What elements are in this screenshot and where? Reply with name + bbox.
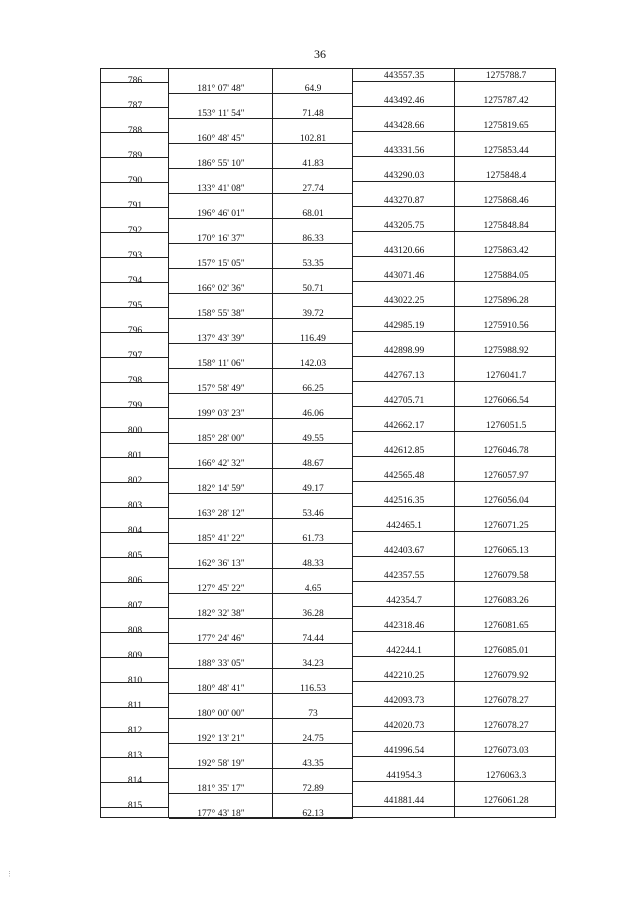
- row-rule: [101, 207, 169, 208]
- coord-y: 1275910.56: [483, 321, 529, 331]
- coord-y: 1276063.3: [485, 771, 527, 781]
- segment-length: 48.67: [302, 458, 324, 469]
- table-row: [101, 69, 555, 94]
- direction-angle: 196° 46' 01": [197, 208, 245, 219]
- point-number: 790: [127, 176, 143, 186]
- table-row: [101, 244, 555, 269]
- table-row: [101, 619, 555, 644]
- coord-x: 442705.71: [383, 396, 425, 406]
- coord-y: 1276065.13: [483, 546, 529, 556]
- coord-y: 1276061.28: [483, 796, 529, 806]
- coord-x: 442985.19: [383, 321, 425, 331]
- segment-length: 46.06: [302, 408, 324, 419]
- coord-x: 443022.25: [383, 296, 425, 306]
- table-row: [101, 644, 555, 669]
- point-number: 810: [127, 676, 143, 686]
- table-row: [101, 494, 555, 519]
- row-rule: [353, 231, 555, 232]
- point-number: 793: [127, 251, 143, 261]
- table-row: [101, 694, 555, 719]
- direction-angle: 166° 42' 32": [197, 458, 245, 469]
- direction-angle: 133° 41' 08": [197, 183, 245, 194]
- direction-angle: 181° 35' 17": [197, 783, 245, 794]
- point-line: [101, 619, 555, 636]
- row-rule: [101, 307, 169, 308]
- row-rule: [353, 531, 555, 532]
- point-number: 808: [127, 626, 143, 636]
- table-row: [101, 469, 555, 494]
- row-rule: [101, 532, 169, 533]
- point-number: 806: [127, 576, 143, 586]
- row-rule: [353, 306, 555, 307]
- table-row: [101, 369, 555, 394]
- table-row: [101, 194, 555, 219]
- table-row: [101, 419, 555, 444]
- point-line: [101, 369, 555, 386]
- segment-length: 71.48: [302, 108, 324, 119]
- point-number: 801: [127, 451, 143, 461]
- row-rule: [101, 782, 169, 783]
- direction-angle: 158° 55' 38": [197, 308, 245, 319]
- row-rule: [353, 156, 555, 157]
- coordinates-table: [100, 68, 556, 818]
- coord-y: 1276081.65: [483, 621, 529, 631]
- row-rule: [101, 732, 169, 733]
- direction-angle: 160° 48' 45": [197, 133, 245, 144]
- row-rule: [101, 382, 169, 383]
- segment-length: 72.89: [302, 783, 324, 794]
- segment-length: 50.71: [302, 283, 324, 294]
- point-number: 809: [127, 651, 143, 661]
- row-rule: [353, 781, 555, 782]
- point-line: [101, 319, 555, 336]
- coord-x: 442612.85: [383, 446, 425, 456]
- coord-x: 442210.25: [383, 671, 425, 681]
- point-line: [101, 744, 555, 761]
- coord-x: 443205.75: [383, 221, 425, 231]
- segment-length: 24.75: [302, 733, 324, 744]
- point-number: 805: [127, 551, 143, 561]
- point-number: 803: [127, 501, 143, 511]
- table-row: [101, 169, 555, 194]
- direction-angle: 162° 36' 13": [197, 558, 245, 569]
- row-rule: [101, 457, 169, 458]
- row-rule: [353, 731, 555, 732]
- coord-y: 1276078.27: [483, 696, 529, 706]
- segment-length: 61.73: [302, 533, 324, 544]
- scan-mark: ⋮: [6, 870, 13, 878]
- direction-angle: 182° 14' 59": [197, 483, 245, 494]
- row-rule: [101, 107, 169, 108]
- row-rule: [169, 818, 353, 819]
- row-rule: [101, 632, 169, 633]
- row-rule: [353, 656, 555, 657]
- row-rule: [101, 657, 169, 658]
- direction-angle: 192° 58' 19": [197, 758, 245, 769]
- coord-y: 1275819.65: [483, 121, 529, 131]
- segment-length: 41.83: [302, 158, 324, 169]
- point-line: [101, 294, 555, 311]
- point-line: [101, 119, 555, 136]
- row-rule: [101, 582, 169, 583]
- coord-x: 441996.54: [383, 746, 425, 756]
- coord-x: 442565.48: [383, 471, 425, 481]
- coord-y: 1275848.84: [483, 221, 529, 231]
- row-rule: [353, 706, 555, 707]
- point-line: [101, 794, 555, 811]
- row-rule: [353, 181, 555, 182]
- coord-x: 442244.1: [386, 646, 422, 656]
- point-number: 794: [127, 276, 143, 286]
- row-rule: [353, 81, 555, 82]
- direction-angle: 185° 41' 22": [197, 533, 245, 544]
- coord-x: 442020.73: [383, 721, 425, 731]
- row-rule: [353, 681, 555, 682]
- row-rule: [101, 507, 169, 508]
- segment-length: 48.33: [302, 558, 324, 569]
- segment-length: 39.72: [302, 308, 324, 319]
- coord-y: 1276071.25: [483, 521, 529, 531]
- table-row: [101, 719, 555, 744]
- segment-length: 49.17: [302, 483, 324, 494]
- point-line: [101, 194, 555, 211]
- row-rule: [101, 757, 169, 758]
- point-line: [101, 694, 555, 711]
- segment-length: 116.53: [300, 683, 326, 694]
- table-row: [101, 544, 555, 569]
- point-line: [101, 69, 555, 86]
- segment-length: 36.28: [302, 608, 324, 619]
- table-row: [101, 344, 555, 369]
- segment-length: 73: [308, 708, 318, 719]
- point-number: 804: [127, 526, 143, 536]
- coord-x: 441954.3: [386, 771, 422, 781]
- segment-length: 53.46: [302, 508, 324, 519]
- coord-y: 1276079.92: [483, 671, 529, 681]
- coord-y: 1276057.97: [483, 471, 529, 481]
- row-rule: [101, 432, 169, 433]
- coord-y: 1275788.7: [485, 71, 527, 81]
- point-line: [101, 344, 555, 361]
- point-line: [101, 544, 555, 561]
- point-line: [101, 469, 555, 486]
- row-rule: [353, 606, 555, 607]
- point-number: 788: [127, 126, 143, 136]
- row-rule: [353, 331, 555, 332]
- point-line: [101, 594, 555, 611]
- row-rule: [101, 182, 169, 183]
- row-rule: [353, 256, 555, 257]
- segment-length: 49.55: [302, 433, 324, 444]
- point-line: [101, 94, 555, 111]
- coord-y: 1276085.01: [483, 646, 529, 656]
- direction-angle: 153° 11' 54": [197, 108, 245, 119]
- row-rule: [353, 356, 555, 357]
- table-row: [101, 594, 555, 619]
- coord-x: 442318.46: [383, 621, 425, 631]
- coord-x: 441881.44: [383, 796, 425, 806]
- direction-angle: 177° 24' 46": [197, 633, 245, 644]
- segment-length: 116.49: [300, 333, 326, 344]
- row-rule: [101, 682, 169, 683]
- row-rule: [353, 206, 555, 207]
- segment-length: 43.35: [302, 758, 324, 769]
- segment-length: 86.33: [302, 233, 324, 244]
- point-line: [101, 644, 555, 661]
- point-number: 787: [127, 101, 143, 111]
- coord-x: 442465.1: [386, 521, 422, 531]
- point-number: 812: [127, 726, 143, 736]
- coord-y: 1276073.03: [483, 746, 529, 756]
- segment-length: 34.23: [302, 658, 324, 669]
- direction-angle: 186° 55' 10": [197, 158, 245, 169]
- table-row: [101, 669, 555, 694]
- coord-y: 1275853.44: [483, 146, 529, 156]
- coord-x: 443331.56: [383, 146, 425, 156]
- point-number: 796: [127, 326, 143, 336]
- point-line: [101, 669, 555, 686]
- coord-y: 1275868.46: [483, 196, 529, 206]
- point-line: [101, 769, 555, 786]
- table-row: [101, 519, 555, 544]
- row-rule: [101, 807, 169, 808]
- point-line: [101, 519, 555, 536]
- point-line: [101, 394, 555, 411]
- table-row: [101, 144, 555, 169]
- point-number: 789: [127, 151, 143, 161]
- row-rule: [101, 157, 169, 158]
- direction-angle: 157° 15' 05": [197, 258, 245, 269]
- point-number: 792: [127, 226, 143, 236]
- coord-y: 1276051.5: [485, 421, 527, 431]
- row-rule: [101, 707, 169, 708]
- table-row: [101, 319, 555, 344]
- segment-length: 27.74: [302, 183, 324, 194]
- direction-angle: 127° 45' 22": [197, 583, 245, 594]
- coord-y: 1275988.92: [483, 346, 529, 356]
- point-line: [101, 244, 555, 261]
- coord-x: 443290.03: [383, 171, 425, 181]
- coord-x: 442516.35: [383, 496, 425, 506]
- row-rule: [353, 406, 555, 407]
- row-rule: [101, 257, 169, 258]
- point-line: [101, 569, 555, 586]
- coord-x: 443120.66: [383, 246, 425, 256]
- segment-length: 62.13: [302, 808, 324, 819]
- table-row: [101, 269, 555, 294]
- coord-y: 1275848.4: [485, 171, 527, 181]
- coord-y: 1275896.28: [483, 296, 529, 306]
- direction-angle: 188° 33' 05": [197, 658, 245, 669]
- coord-y: 1275884.05: [483, 271, 529, 281]
- coord-x: 443071.46: [383, 271, 425, 281]
- direction-angle: 157° 58' 49": [197, 383, 245, 394]
- direction-angle: 163° 28' 12": [197, 508, 245, 519]
- row-rule: [101, 407, 169, 408]
- row-rule: [101, 232, 169, 233]
- coord-y: 1275787.42: [483, 96, 529, 106]
- coord-y: 1276083.26: [483, 596, 529, 606]
- point-number: 798: [127, 376, 143, 386]
- coord-y: 1275863.42: [483, 246, 529, 256]
- direction-angle: 181° 07' 48": [197, 83, 245, 94]
- direction-angle: 182° 32' 38": [197, 608, 245, 619]
- table-row: [101, 219, 555, 244]
- table-row: [101, 94, 555, 119]
- direction-angle: 180° 00' 00": [197, 708, 245, 719]
- point-number: 791: [127, 201, 143, 211]
- table-row: [101, 444, 555, 469]
- row-rule: [353, 556, 555, 557]
- coord-x: 442662.17: [383, 421, 425, 431]
- point-number: 786: [127, 76, 143, 86]
- segment-length: 66.25: [302, 383, 324, 394]
- row-rule: [353, 581, 555, 582]
- coord-x: 442898.99: [383, 346, 425, 356]
- direction-angle: 180° 48' 41": [197, 683, 245, 694]
- direction-angle: 177° 43' 18": [197, 808, 245, 819]
- row-rule: [101, 82, 169, 83]
- coord-y: 1276041.7: [485, 371, 527, 381]
- point-number: 797: [127, 351, 143, 361]
- point-line: [101, 444, 555, 461]
- table-row: [101, 744, 555, 769]
- coord-y: 1276046.78: [483, 446, 529, 456]
- point-line: [101, 169, 555, 186]
- direction-angle: 137° 43' 39": [197, 333, 245, 344]
- segment-length: 74.44: [302, 633, 324, 644]
- coord-x: 442403.67: [383, 546, 425, 556]
- point-line: [101, 219, 555, 236]
- point-number: 799: [127, 401, 143, 411]
- row-rule: [353, 281, 555, 282]
- point-number: 795: [127, 301, 143, 311]
- point-number: 813: [127, 751, 143, 761]
- row-rule: [353, 456, 555, 457]
- row-rule: [353, 631, 555, 632]
- segment-length: 4.65: [304, 583, 322, 594]
- coord-x: 442357.55: [383, 571, 425, 581]
- row-rule: [101, 282, 169, 283]
- table-row: [101, 569, 555, 594]
- row-rule: [353, 106, 555, 107]
- coord-y: 1276066.54: [483, 396, 529, 406]
- table-row: [101, 394, 555, 419]
- table-row: [101, 294, 555, 319]
- row-rule: [353, 756, 555, 757]
- coord-y: 1276056.04: [483, 496, 529, 506]
- coord-x: 442767.13: [383, 371, 425, 381]
- row-rule: [353, 481, 555, 482]
- point-number: 811: [128, 701, 142, 711]
- row-rule: [353, 506, 555, 507]
- page-number: 36: [314, 47, 326, 61]
- point-number: 815: [127, 801, 143, 811]
- point-number: 807: [127, 601, 143, 611]
- row-rule: [101, 132, 169, 133]
- segment-length: 102.81: [299, 133, 327, 144]
- coord-x: 442093.73: [383, 696, 425, 706]
- row-rule: [101, 557, 169, 558]
- row-rule: [353, 806, 555, 807]
- row-rule: [353, 131, 555, 132]
- row-rule: [353, 431, 555, 432]
- point-number: 802: [127, 476, 143, 486]
- direction-angle: 199° 03' 23": [197, 408, 245, 419]
- point-line: [101, 269, 555, 286]
- table-row: [101, 794, 555, 819]
- point-number: 800: [127, 426, 143, 436]
- segment-length: 68.01: [302, 208, 324, 219]
- row-rule: [101, 482, 169, 483]
- table-row: [101, 769, 555, 794]
- point-line: [101, 419, 555, 436]
- direction-angle: 185° 28' 00": [197, 433, 245, 444]
- segment-length: 53.35: [302, 258, 324, 269]
- direction-angle: 170° 16' 37": [197, 233, 245, 244]
- coord-x: 442354.7: [386, 596, 422, 606]
- point-line: [101, 719, 555, 736]
- coord-x: 443557.35: [383, 71, 425, 81]
- point-line: [101, 144, 555, 161]
- coord-y: 1276078.27: [483, 721, 529, 731]
- coord-x: 443492.46: [383, 96, 425, 106]
- direction-angle: 166° 02' 36": [197, 283, 245, 294]
- coord-x: 443428.66: [383, 121, 425, 131]
- direction-angle: 192° 13' 21": [197, 733, 245, 744]
- table-row: [101, 119, 555, 144]
- point-number: 814: [127, 776, 143, 786]
- row-rule: [353, 381, 555, 382]
- row-rule: [101, 332, 169, 333]
- row-rule: [101, 607, 169, 608]
- segment-length: 142.03: [299, 358, 327, 369]
- segment-length: 64.9: [304, 83, 322, 94]
- coord-x: 443270.87: [383, 196, 425, 206]
- coord-y: 1276079.58: [483, 571, 529, 581]
- point-line: [101, 494, 555, 511]
- direction-angle: 158° 11' 06": [197, 358, 245, 369]
- row-rule: [101, 357, 169, 358]
